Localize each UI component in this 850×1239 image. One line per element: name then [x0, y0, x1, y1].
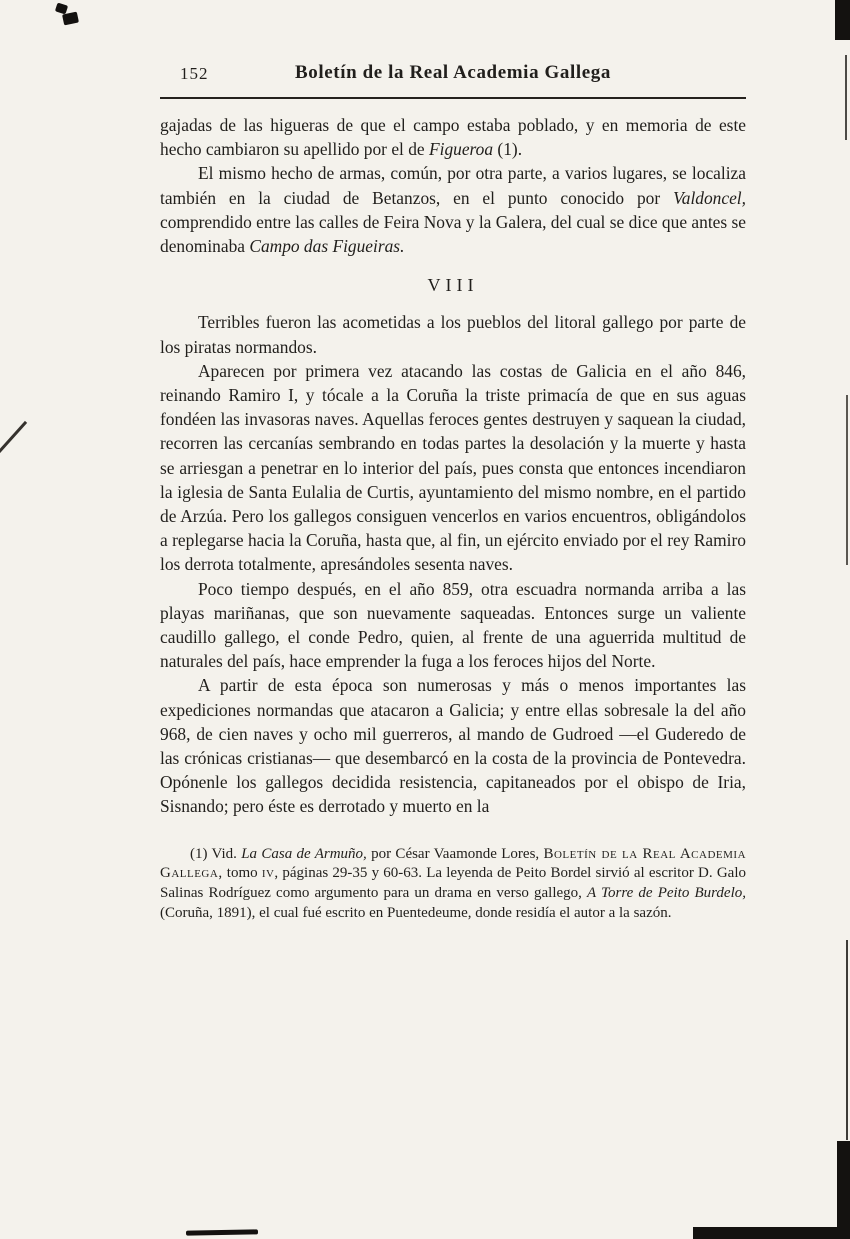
scan-artifact-left-diagonal — [0, 421, 27, 454]
paragraph — [160, 113, 746, 161]
body-text — [160, 113, 746, 819]
paragraph — [160, 161, 746, 258]
footnote — [160, 845, 746, 924]
text-run: por César Vaamonde Lores, — [366, 845, 544, 862]
page-content — [160, 60, 746, 924]
text-run: A partir de esta época son numerosas y más o menos importantes las expediciones normandas que atacaron a Galicia; y entre ellas sobresale la del año 968, de cien naves y ocho mil guerreros, al mando de Gudroed —el Guderedo de las crónicas cristianas— que desembarcó en la costa de la provincia de Pontevedra. Opónenle los gallegos decidida resistencia, capitaneados por el obispo de Iria, Sisnando; pero éste es derrotado y muerto en la — [160, 675, 746, 817]
paragraph — [160, 359, 746, 577]
scan-artifact-bottom-mark — [186, 1229, 258, 1235]
text-run: , páginas 29-35 y 60-63. La leyenda de Peito Bordel sirvió al escritor D. Galo Salinas Rodríguez como argumento para un drama en verso gallego, — [160, 865, 746, 902]
scan-artifact-right-edge-line-2 — [846, 395, 848, 565]
text-run: Campo das Figueiras. — [249, 236, 405, 257]
scan-artifact-right-edge-line-3 — [846, 940, 848, 1140]
page-number: 152 — [180, 64, 209, 83]
scan-artifact-bottom-right-bar — [837, 1141, 850, 1239]
paragraph — [160, 310, 746, 358]
text-run: tomo — [222, 865, 262, 882]
paragraph — [160, 577, 746, 674]
scan-artifact-bottom-bar — [693, 1227, 850, 1239]
text-run: A Torre de Peito Burdelo, — [587, 885, 746, 902]
text-run: gajadas de las higueras de que el campo estaba poblado, y en memoria de este hecho cambiaron su apellido por el de — [160, 115, 746, 160]
header-rule — [160, 97, 746, 99]
page-header — [160, 60, 746, 90]
scan-artifact-top-right-bar — [835, 0, 850, 40]
text-run: Figueroa — [428, 139, 494, 160]
text-run: Poco tiempo después, en el año 859, otra escuadra normanda arriba a las playas mariñanas, que son nuevamente saqueadas. Entonces surge un valiente caudillo gallego, el conde Pedro, quien, al frente de una aguerrida multitud de naturales del país, hace emprender la fuga a los feroces hijos del Norte. — [160, 578, 746, 672]
text-run: comprendido entre las calles de Feira Nova y la Galera, del cual se dice que antes se denominaba — [160, 211, 746, 257]
text-run: iv — [261, 865, 275, 882]
section-heading: VIII — [427, 275, 479, 296]
text-run: Valdoncel, — [673, 187, 746, 208]
text-run: (Coruña, 1891), el cual fué escrito en Puentedeume, donde residía el autor a la sazón. — [160, 905, 672, 922]
text-run: Terribles fueron las acometidas a los pueblos del litoral gallego por parte de los piratas normandos. — [160, 312, 746, 357]
scan-artifact-right-edge-line-1 — [845, 55, 847, 140]
text-run: El mismo hecho de armas, común, por otra parte, a varios lugares, se localiza también en la ciudad de Betanzos, en el punto conocido por — [160, 163, 746, 208]
text-run: (1). — [493, 139, 523, 160]
running-title: Boletín de la Real Academia Gallega — [294, 62, 611, 83]
text-run: (1) Vid. — [190, 845, 242, 862]
scan-artifact-top-left-2 — [62, 12, 79, 26]
paragraph — [160, 673, 746, 818]
text-run: Boletín de la Real Academia Gallega, — [160, 845, 747, 882]
text-run: Aparecen por primera vez atacando las costas de Galicia en el año 846, reinando Ramiro I, y tócale a la Coruña la triste primacía de que en sus aguas fondéen las invasoras naves. Aquellas feroces gentes destruyen y saquean la ciudad, recorren las cercanías sembrando en todas partes la desolación y la muerte y hasta se arriesgan a penetrar en lo interior del país, pues consta que entonces incendiaron la iglesia de Santa Eulalia de Curtis, ayuntamiento del mismo nombre, en el partido de Arzúa. Pero los gallegos consiguen vencerlos en varios encuentros, obligándolos a replegarse hacia la Coruña, hasta que, al fin, un ejército enviado por el rey Ramiro los derrota totalmente, apresándoles sesenta naves. — [160, 360, 746, 575]
text-run: La Casa de Armuño, — [241, 845, 367, 862]
